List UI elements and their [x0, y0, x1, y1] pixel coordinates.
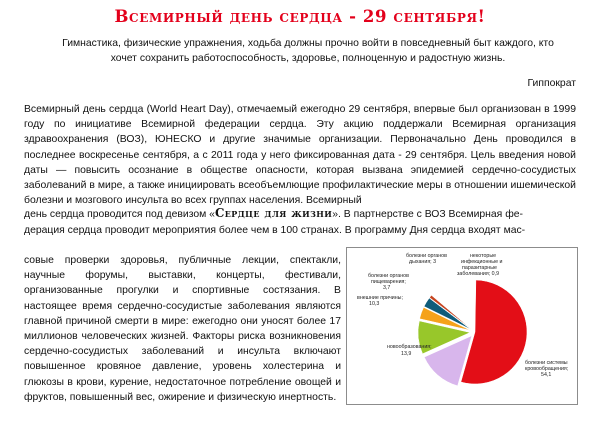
motto-suffix: ». В партнерстве с ВОЗ Всемирная фе-: [332, 209, 523, 220]
slice-value-digestive: 3,7: [383, 285, 391, 291]
slice-label-neoplasms: новообразования;: [387, 344, 432, 350]
slice-label-respiratory: дыхания; 3: [409, 259, 437, 265]
epigraph-author: Гиппократ: [527, 78, 576, 89]
epigraph-line: хочет сохранить работоспособность, здоровье, полноценную и радостную жизнь.: [110, 53, 506, 64]
motto-prefix: день сердца проводится под девизом «: [24, 209, 215, 220]
pie-slice-circulatory: [461, 280, 527, 384]
slice-label-circulatory: болезни системы: [525, 360, 568, 366]
intro-paragraph: Всемирный день сердца (World Heart Day), отмечаемый ежегодно 29 сентября, впервые был организован в 1999 году по инициативе Всемирной федерации сердца. Эту акцию поддержали Всемирная организация здравоохранения (ВОЗ), ЮНЕСКО и другие значимые организации. Первоначально День проводился в последнее воскресенье сентября, а с 2011 года у него фиксированная дата - 29 сентября. Цель введения новой даты — повысить осознание в обществе опасности, которая вызвана эпидемией сердечно-сосудистых заболеваний в мире, а также инициировать всеобъемлющие профилактические меры в отношении ишемической болезни и мозгового инсульта во всех группах населения. Всемирный: [24, 104, 576, 207]
partner-line: дерация сердца проводит мероприятия более чем в 100 странах. В программу Дня сердца входят мас-: [24, 225, 526, 236]
pie-chart-svg: [347, 248, 579, 406]
motto-text: Сердце для жизни: [214, 206, 333, 220]
slice-value-neoplasms: 13,9: [401, 351, 412, 357]
slice-value-external: 10,3: [369, 301, 380, 307]
pie-slices: [418, 280, 527, 386]
slice-label-infectious: заболевания; 0,9: [457, 271, 500, 277]
risk-factors-paragraph: совые проверки здоровья, публичные лекции, спектакли, научные форумы, выставки, концерты, фестивали, организованные прогулки и спортивные состязания. В настоящее время сердечно-сосудистые заболевания являются главной причиной смерти в мире: ежегодно они уносят более 17 миллионов человеческих жизней. Факторы риска возникновения сердечно-сосудистых заболеваний и инсульта включают повышенное кровяное давление, уровень холестерина и глюкозы в крови, курение, недостаточное потребление овощей и фруктов, повышенный вес, ожирение и физическую инертность.: [24, 255, 341, 403]
page-title: Всемирный день сердца - 29 сентября!: [114, 7, 486, 26]
slice-label-infectious: некоторые: [470, 253, 497, 259]
slice-label-respiratory: болезни органов: [406, 253, 447, 259]
mortality-pie-chart: [346, 247, 578, 405]
slice-label-external: внешние причины;: [357, 295, 403, 301]
slice-label-infectious: инфекционные и: [461, 259, 503, 265]
slice-label-circulatory: кровообращения;: [525, 366, 569, 372]
slice-label-infectious: паразитарные: [462, 265, 497, 271]
motto-line: [24, 206, 576, 222]
slice-label-digestive: болезни органов: [368, 273, 409, 279]
epigraph-quote: [40, 36, 576, 66]
epigraph-line: Гимнастика, физические упражнения, ходьба должны прочно войти в повседневный быт каждого, кто: [62, 38, 554, 49]
slice-label-digestive: пищеварения;: [371, 279, 406, 285]
slice-value-circulatory: 54,1: [541, 372, 552, 378]
